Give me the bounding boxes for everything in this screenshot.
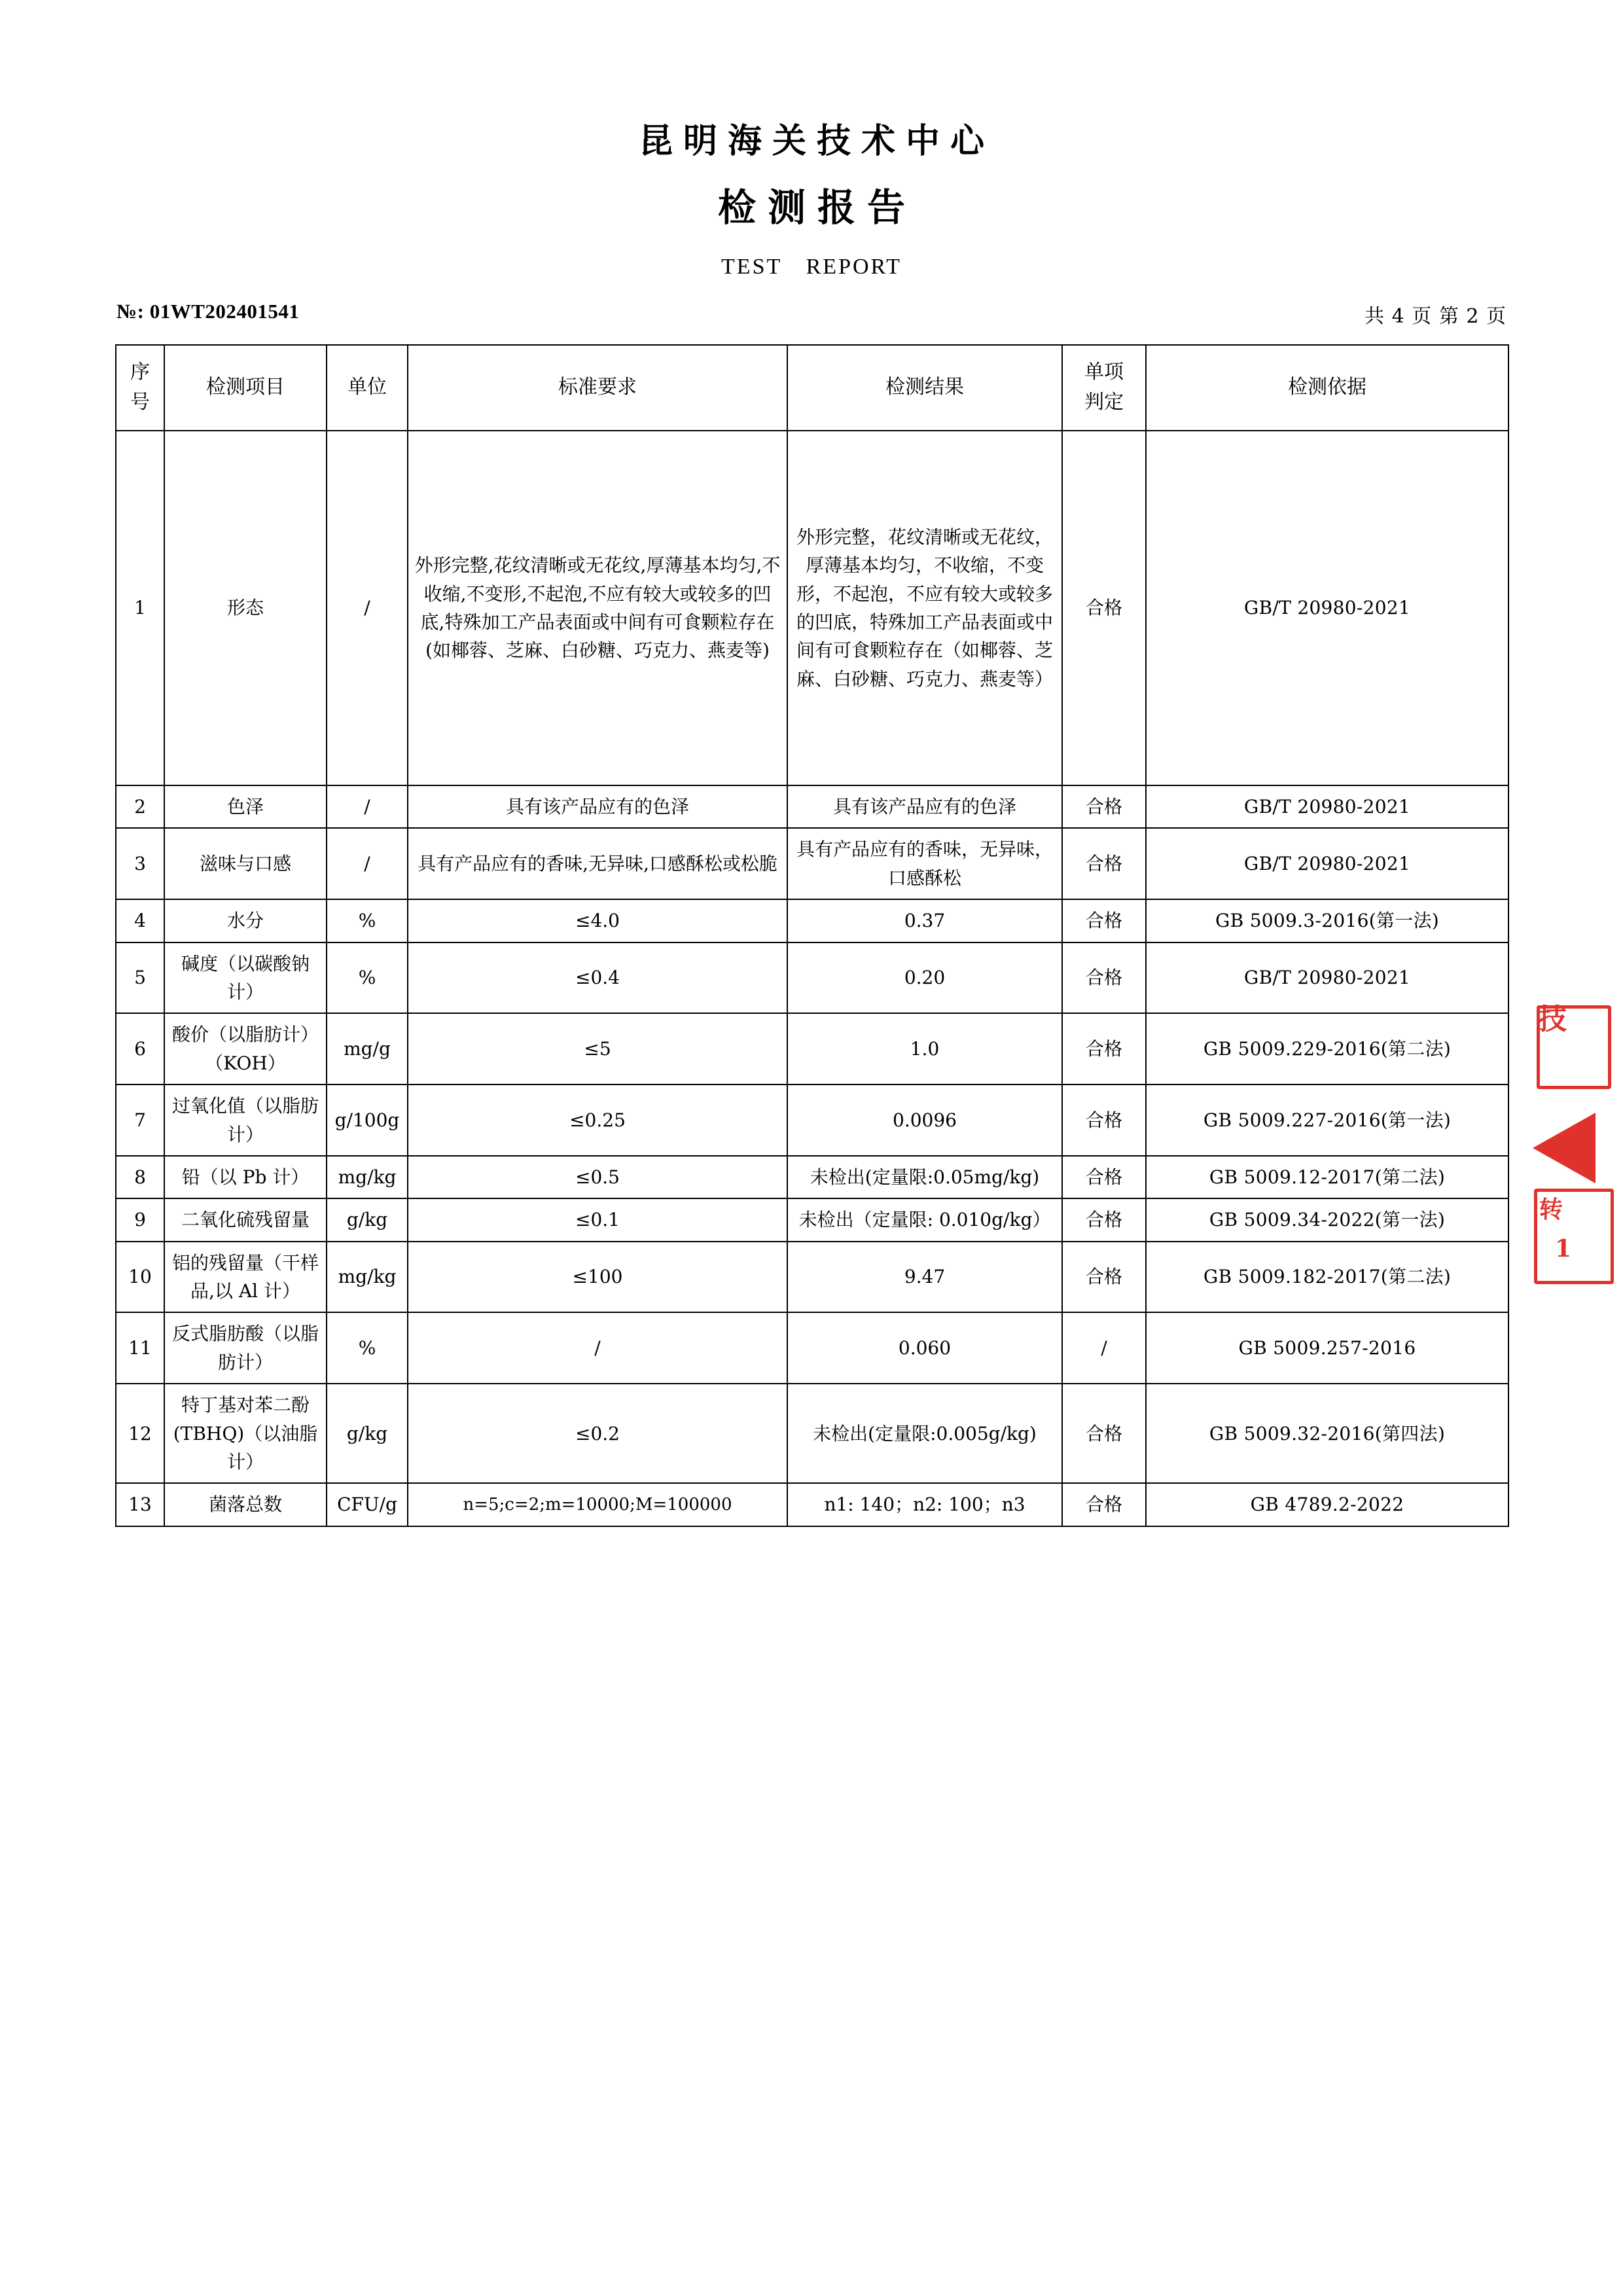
cell-no: 12 bbox=[116, 1384, 164, 1483]
cell-result: 1.0 bbox=[787, 1013, 1062, 1085]
cell-item: 碱度（以碳酸钠计） bbox=[164, 942, 327, 1014]
column-header-judgement-line2: 判定 bbox=[1084, 391, 1124, 414]
cell-standard: ≤0.5 bbox=[408, 1156, 787, 1198]
cell-basis: GB 5009.3-2016(第一法) bbox=[1146, 899, 1508, 942]
table-row bbox=[116, 942, 1508, 1014]
cell-unit: % bbox=[327, 1312, 408, 1384]
cell-unit: g/100g bbox=[327, 1085, 408, 1156]
cell-no: 3 bbox=[116, 828, 164, 899]
cell-basis: GB 5009.229-2016(第二法) bbox=[1146, 1013, 1508, 1085]
table-row bbox=[116, 1198, 1508, 1241]
seal-box-upper bbox=[1537, 1005, 1611, 1089]
table-row bbox=[116, 785, 1508, 828]
cell-result: 外形完整，花纹清晰或无花纹，厚薄基本均匀，不收缩，不变形，不起泡，不应有较大或较多的凹底，特殊加工产品表面或中间有可食颗粒存在（如椰蓉、芝麻、白砂糖、巧克力、燕麦等） bbox=[787, 431, 1062, 785]
column-header-standard: 标准要求 bbox=[408, 345, 787, 431]
column-header-result: 检测结果 bbox=[787, 345, 1062, 431]
cell-unit: CFU/g bbox=[327, 1483, 408, 1526]
cell-no: 10 bbox=[116, 1242, 164, 1313]
cell-basis: GB 5009.257-2016 bbox=[1146, 1312, 1508, 1384]
column-header-no bbox=[116, 345, 164, 431]
cell-standard: 具有产品应有的香味,无异味,口感酥松或松脆 bbox=[408, 828, 787, 899]
cell-item: 水分 bbox=[164, 899, 327, 942]
cell-basis: GB 5009.32-2016(第四法) bbox=[1146, 1384, 1508, 1483]
table-row bbox=[116, 1242, 1508, 1313]
cell-item: 反式脂肪酸（以脂肪计） bbox=[164, 1312, 327, 1384]
table-row bbox=[116, 1483, 1508, 1526]
cell-no: 9 bbox=[116, 1198, 164, 1241]
table-row bbox=[116, 1085, 1508, 1156]
cell-item: 铅（以 Pb 计） bbox=[164, 1156, 327, 1198]
cell-judgement: 合格 bbox=[1062, 431, 1146, 785]
document-header bbox=[0, 0, 1623, 280]
cell-item: 形态 bbox=[164, 431, 327, 785]
cell-standard: ≤5 bbox=[408, 1013, 787, 1085]
cell-judgement: 合格 bbox=[1062, 1483, 1146, 1526]
column-header-no-line2: 号 bbox=[130, 391, 150, 414]
cell-result: 未检出（定量限: 0.010g/kg） bbox=[787, 1198, 1062, 1241]
cell-judgement: 合格 bbox=[1062, 1156, 1146, 1198]
column-header-unit: 单位 bbox=[327, 345, 408, 431]
cell-basis: GB/T 20980-2021 bbox=[1146, 942, 1508, 1014]
cell-item: 铝的残留量（干样品,以 Al 计） bbox=[164, 1242, 327, 1313]
cell-basis: GB 5009.227-2016(第一法) bbox=[1146, 1085, 1508, 1156]
seal-char-2: 转 bbox=[1539, 1196, 1563, 1223]
cell-no: 13 bbox=[116, 1483, 164, 1526]
column-header-no-line1: 序 bbox=[130, 360, 150, 384]
cell-judgement: 合格 bbox=[1062, 1085, 1146, 1156]
cell-result: 0.20 bbox=[787, 942, 1062, 1014]
cell-unit: / bbox=[327, 431, 408, 785]
report-title: 检测报告 bbox=[717, 185, 917, 230]
red-seal-mark bbox=[1533, 1001, 1611, 1342]
cell-item: 滋味与口感 bbox=[164, 828, 327, 899]
cell-judgement: 合格 bbox=[1062, 1384, 1146, 1483]
cell-basis: GB/T 20980-2021 bbox=[1146, 785, 1508, 828]
cell-item: 酸价（以脂肪计）（KOH） bbox=[164, 1013, 327, 1085]
cell-basis: GB 4789.2-2022 bbox=[1146, 1483, 1508, 1526]
cell-result: 具有该产品应有的色泽 bbox=[787, 785, 1062, 828]
organization-title: 昆明海关技术中心 bbox=[638, 121, 995, 161]
cell-standard: n=5;c=2;m=10000;M=100000 bbox=[408, 1483, 787, 1526]
page-indicator: 共 4 页 第 2 页 bbox=[1364, 304, 1507, 328]
test-results-table bbox=[115, 344, 1509, 1527]
cell-no: 6 bbox=[116, 1013, 164, 1085]
column-header-basis: 检测依据 bbox=[1146, 345, 1508, 431]
cell-unit: / bbox=[327, 828, 408, 899]
cell-no: 11 bbox=[116, 1312, 164, 1384]
cell-judgement: 合格 bbox=[1062, 785, 1146, 828]
cell-judgement: / bbox=[1062, 1312, 1146, 1384]
cell-item: 色泽 bbox=[164, 785, 327, 828]
cell-item: 二氧化硫残留量 bbox=[164, 1198, 327, 1241]
cell-judgement: 合格 bbox=[1062, 828, 1146, 899]
report-meta-row bbox=[0, 300, 1623, 330]
seal-box-lower bbox=[1534, 1189, 1614, 1284]
cell-no: 4 bbox=[116, 899, 164, 942]
report-number: №: 01WT202401541 bbox=[116, 299, 300, 323]
cell-unit: mg/g bbox=[327, 1013, 408, 1085]
cell-result: 0.0096 bbox=[787, 1085, 1062, 1156]
seal-arrow-icon bbox=[1533, 1113, 1596, 1183]
cell-result: 具有产品应有的香味，无异味，口感酥松 bbox=[787, 828, 1062, 899]
cell-no: 1 bbox=[116, 431, 164, 785]
cell-unit: / bbox=[327, 785, 408, 828]
cell-standard: ≤0.4 bbox=[408, 942, 787, 1014]
cell-result: 未检出(定量限:0.05mg/kg) bbox=[787, 1156, 1062, 1198]
cell-basis: GB 5009.34-2022(第一法) bbox=[1146, 1198, 1508, 1241]
cell-judgement: 合格 bbox=[1062, 1013, 1146, 1085]
cell-basis: GB 5009.12-2017(第二法) bbox=[1146, 1156, 1508, 1198]
cell-result: 0.060 bbox=[787, 1312, 1062, 1384]
cell-result: n1: 140；n2: 100；n3 bbox=[787, 1483, 1062, 1526]
cell-unit: % bbox=[327, 942, 408, 1014]
cell-no: 2 bbox=[116, 785, 164, 828]
cell-result: 9.47 bbox=[787, 1242, 1062, 1313]
table-row bbox=[116, 828, 1508, 899]
results-table-wrapper bbox=[115, 344, 1508, 1527]
table-row bbox=[116, 1156, 1508, 1198]
cell-no: 5 bbox=[116, 942, 164, 1014]
column-header-item: 检测项目 bbox=[164, 345, 327, 431]
cell-unit: % bbox=[327, 899, 408, 942]
cell-standard: ≤100 bbox=[408, 1242, 787, 1313]
cell-standard: 具有该产品应有的色泽 bbox=[408, 785, 787, 828]
cell-unit: mg/kg bbox=[327, 1242, 408, 1313]
cell-item: 过氧化值（以脂肪计） bbox=[164, 1085, 327, 1156]
cell-item: 菌落总数 bbox=[164, 1483, 327, 1526]
table-row bbox=[116, 1312, 1508, 1384]
table-row bbox=[116, 899, 1508, 942]
cell-result: 0.37 bbox=[787, 899, 1062, 942]
cell-standard: / bbox=[408, 1312, 787, 1384]
cell-standard: 外形完整,花纹清晰或无花纹,厚薄基本均匀,不收缩,不变形,不起泡,不应有较大或较多的凹底,特殊加工产品表面或中间有可食颗粒存在(如椰蓉、芝麻、白砂糖、巧克力、燕麦等) bbox=[408, 431, 787, 785]
cell-item: 特丁基对苯二酚(TBHQ)（以油脂计） bbox=[164, 1384, 327, 1483]
cell-no: 8 bbox=[116, 1156, 164, 1198]
cell-standard: ≤0.25 bbox=[408, 1085, 787, 1156]
cell-basis: GB/T 20980-2021 bbox=[1146, 828, 1508, 899]
cell-result: 未检出(定量限:0.005g/kg) bbox=[787, 1384, 1062, 1483]
column-header-judgement-line1: 单项 bbox=[1084, 360, 1124, 384]
cell-judgement: 合格 bbox=[1062, 942, 1146, 1014]
table-row bbox=[116, 1013, 1508, 1085]
table-header-row bbox=[116, 345, 1508, 431]
table-row bbox=[116, 1384, 1508, 1483]
cell-judgement: 合格 bbox=[1062, 899, 1146, 942]
column-header-judgement bbox=[1062, 345, 1146, 431]
seal-char-1: 技 bbox=[1538, 1003, 1567, 1036]
cell-no: 7 bbox=[116, 1085, 164, 1156]
cell-unit: mg/kg bbox=[327, 1156, 408, 1198]
table-row bbox=[116, 431, 1508, 785]
cell-judgement: 合格 bbox=[1062, 1242, 1146, 1313]
cell-basis: GB 5009.182-2017(第二法) bbox=[1146, 1242, 1508, 1313]
cell-judgement: 合格 bbox=[1062, 1198, 1146, 1241]
cell-standard: ≤0.2 bbox=[408, 1384, 787, 1483]
cell-unit: g/kg bbox=[327, 1198, 408, 1241]
cell-standard: ≤4.0 bbox=[408, 899, 787, 942]
report-title-english: TEST REPORT bbox=[721, 254, 902, 279]
seal-char-3: 1 bbox=[1555, 1235, 1572, 1263]
cell-standard: ≤0.1 bbox=[408, 1198, 787, 1241]
cell-unit: g/kg bbox=[327, 1384, 408, 1483]
cell-basis: GB/T 20980-2021 bbox=[1146, 431, 1508, 785]
